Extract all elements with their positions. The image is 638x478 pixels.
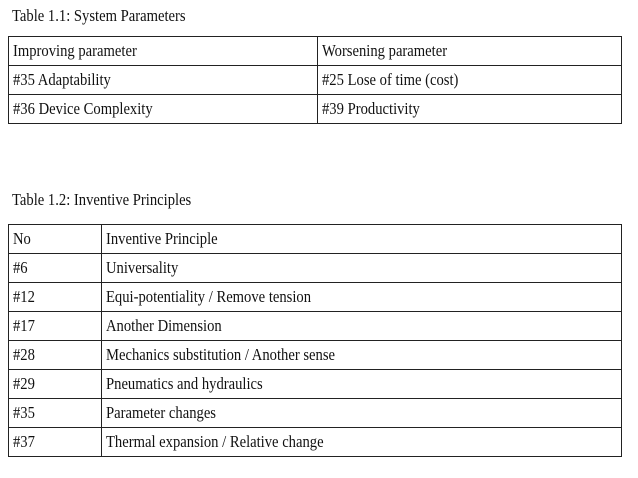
table-cell: Equi-potentiality / Remove tension — [102, 283, 622, 312]
table-cell: #37 — [9, 428, 102, 457]
table-row — [9, 283, 622, 312]
header-cell-principle: Inventive Principle — [102, 225, 622, 254]
table-row — [9, 66, 622, 95]
header-cell-no: No — [9, 225, 102, 254]
table-row — [9, 341, 622, 370]
table-cell: #35 Adaptability — [9, 66, 318, 95]
table-cell: Mechanics substitution / Another sense — [102, 341, 622, 370]
table-cell: #12 — [9, 283, 102, 312]
table-cell: #28 — [9, 341, 102, 370]
header-cell-improving: Improving parameter — [9, 37, 318, 66]
table-row — [9, 95, 622, 124]
table-1-caption: Table 1.1: System Parameters — [12, 6, 186, 25]
table-cell: #17 — [9, 312, 102, 341]
table-cell: #29 — [9, 370, 102, 399]
table-cell: #6 — [9, 254, 102, 283]
system-parameters-table — [8, 36, 622, 124]
table-cell: #35 — [9, 399, 102, 428]
table-row — [9, 370, 622, 399]
table-row — [9, 399, 622, 428]
table-cell: #25 Lose of time (cost) — [318, 66, 622, 95]
table-cell: Pneumatics and hydraulics — [102, 370, 622, 399]
table-header-row — [9, 225, 622, 254]
table-row — [9, 312, 622, 341]
table-cell: #39 Productivity — [318, 95, 622, 124]
table-row — [9, 254, 622, 283]
table-cell: Parameter changes — [102, 399, 622, 428]
header-cell-worsening: Worsening parameter — [318, 37, 622, 66]
table-cell: Universality — [102, 254, 622, 283]
table-cell: Another Dimension — [102, 312, 622, 341]
table-row — [9, 428, 622, 457]
inventive-principles-table — [8, 224, 622, 457]
table-cell: Thermal expansion / Relative change — [102, 428, 622, 457]
table-header-row — [9, 37, 622, 66]
table-cell: #36 Device Complexity — [9, 95, 318, 124]
table-2-caption: Table 1.2: Inventive Principles — [12, 190, 192, 209]
